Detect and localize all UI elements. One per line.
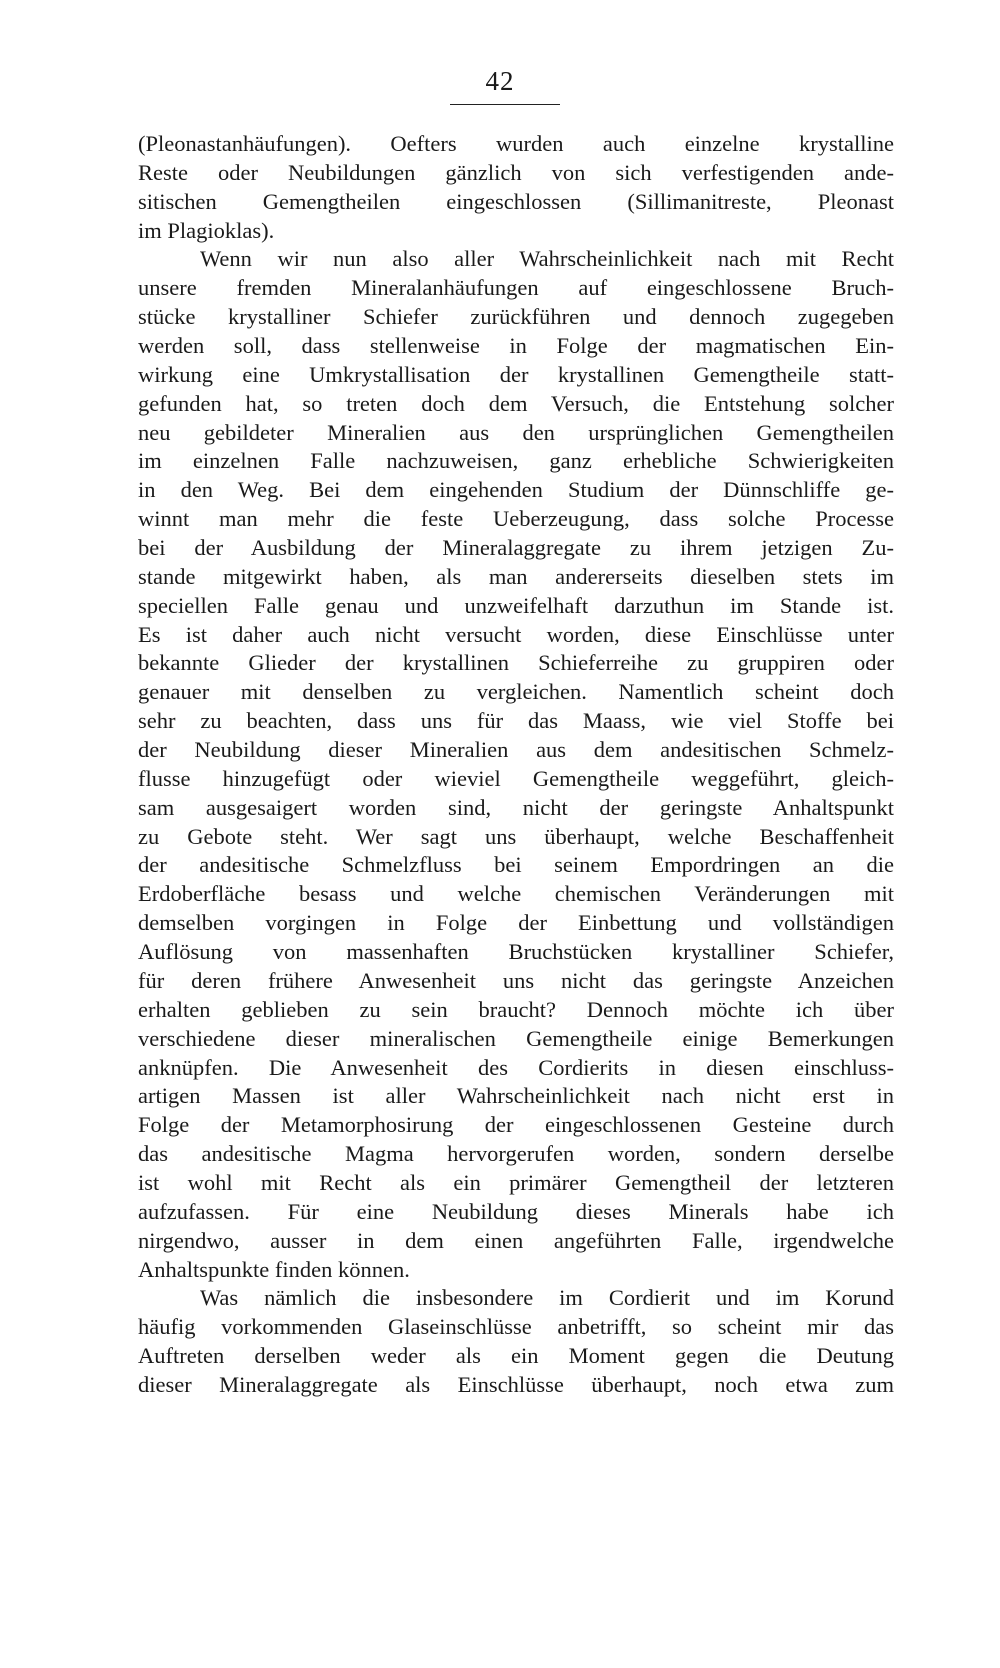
text-line: für deren frühere Anwesenheit uns nicht das geringste Anzeichen	[138, 967, 894, 993]
page-number: 42	[485, 66, 515, 96]
text-line: sehr zu beachten, dass uns für das Maass, wie viel Stoffe bei	[138, 708, 894, 734]
text-line: winnt man mehr die feste Ueberzeugung, dass solche Processe	[138, 506, 894, 532]
text-line: aufzufassen. Für eine Neubildung dieses Minerals habe ich	[138, 1198, 894, 1224]
text-line: Wenn wir nun also aller Wahrscheinlichkeit nach mit Recht	[200, 246, 894, 272]
text-line: gefunden hat, so treten doch dem Versuch, die Entstehung solcher	[138, 390, 894, 416]
text-line: der Neubildung dieser Mineralien aus dem andesitischen Schmelz-	[138, 737, 894, 763]
text-line: flusse hinzugefügt oder wieviel Gemengtheile weggeführt, gleich-	[138, 765, 894, 791]
text-line: Auftreten derselben weder als ein Moment gegen die Deutung	[138, 1343, 894, 1369]
text-line: das andesitische Magma hervorgerufen worden, sondern derselbe	[138, 1141, 894, 1167]
text-line: erhalten geblieben zu sein braucht? Dennoch möchte ich über	[138, 996, 894, 1022]
text-line: speciellen Falle genau und unzweifelhaft darzuthun im Stande ist.	[138, 592, 894, 618]
text-line: stande mitgewirkt haben, als man andererseits dieselben stets im	[138, 563, 894, 589]
text-line: neu gebildeter Mineralien aus den ursprünglichen Gemengtheilen	[138, 419, 894, 445]
text-line: in den Weg. Bei dem eingehenden Studium der Dünnschliffe ge-	[138, 477, 894, 503]
text-line: unsere fremden Mineralanhäufungen auf eingeschlossene Bruch-	[138, 275, 894, 301]
text-line: artigen Massen ist aller Wahrscheinlichkeit nach nicht erst in	[138, 1083, 894, 1109]
text-line: bei der Ausbildung der Mineralaggregate zu ihrem jetzigen Zu-	[138, 535, 894, 561]
text-line: sam ausgesaigert worden sind, nicht der geringste Anhaltspunkt	[138, 794, 894, 820]
text-line: wirkung eine Umkrystallisation der krystallinen Gemengtheile statt-	[138, 361, 894, 387]
text-line: im Plagioklas).	[138, 217, 275, 243]
text-line: anknüpfen. Die Anwesenheit des Cordierits in diesen einschluss-	[138, 1054, 894, 1080]
text-line: (Pleonastanhäufungen). Oefters wurden auch einzelne krystalline	[138, 131, 894, 156]
text-line: sitischen Gemengtheilen eingeschlossen (Sillimanitreste, Pleonast	[138, 188, 894, 214]
text-line: Erdoberfläche besass und welche chemischen Veränderungen mit	[138, 881, 894, 907]
text-line: demselben vorgingen in Folge der Einbettung und vollständigen	[138, 910, 894, 936]
text-line: werden soll, dass stellenweise in Folge der magmatischen Ein-	[138, 333, 894, 359]
text-line: Anhaltspunkte finden können.	[138, 1256, 410, 1282]
text-line: verschiedene dieser mineralischen Gemengtheile einige Bemerkungen	[138, 1025, 894, 1051]
text-line: der andesitische Schmelzfluss bei seinem Empordringen an die	[138, 852, 894, 878]
text-line: Reste oder Neubildungen gänzlich von sich verfestigenden ande-	[138, 159, 894, 185]
text-line: Folge der Metamorphosirung der eingeschlossenen Gesteine durch	[138, 1112, 894, 1138]
text-line: zu Gebote steht. Wer sagt uns überhaupt, welche Beschaffenheit	[138, 823, 894, 849]
text-line: ist wohl mit Recht als ein primärer Gemengtheil der letzteren	[138, 1169, 894, 1195]
page-number-rule	[450, 104, 560, 105]
text-line: häufig vorkommenden Glaseinschlüsse anbetrifft, so scheint mir das	[138, 1314, 894, 1340]
text-line: genauer mit denselben zu vergleichen. Namentlich scheint doch	[138, 679, 894, 705]
text-line: dieser Mineralaggregate als Einschlüsse überhaupt, noch etwa zum	[138, 1371, 894, 1397]
text-line: stücke krystalliner Schiefer zurückführen und dennoch zugegeben	[138, 304, 894, 330]
body-text	[138, 130, 894, 1400]
text-line: Es ist daher auch nicht versucht worden, diese Einschlüsse unter	[138, 621, 894, 647]
text-line: im einzelnen Falle nachzuweisen, ganz erhebliche Schwierigkeiten	[138, 448, 894, 474]
text-line: Was nämlich die insbesondere im Cordierit und im Korund	[200, 1285, 894, 1311]
text-line: bekannte Glieder der krystallinen Schieferreihe zu gruppiren oder	[138, 650, 894, 676]
text-line: nirgendwo, ausser in dem einen angeführten Falle, irgendwelche	[138, 1227, 894, 1253]
text-line: Auflösung von massenhaften Bruchstücken krystalliner Schiefer,	[138, 939, 894, 965]
